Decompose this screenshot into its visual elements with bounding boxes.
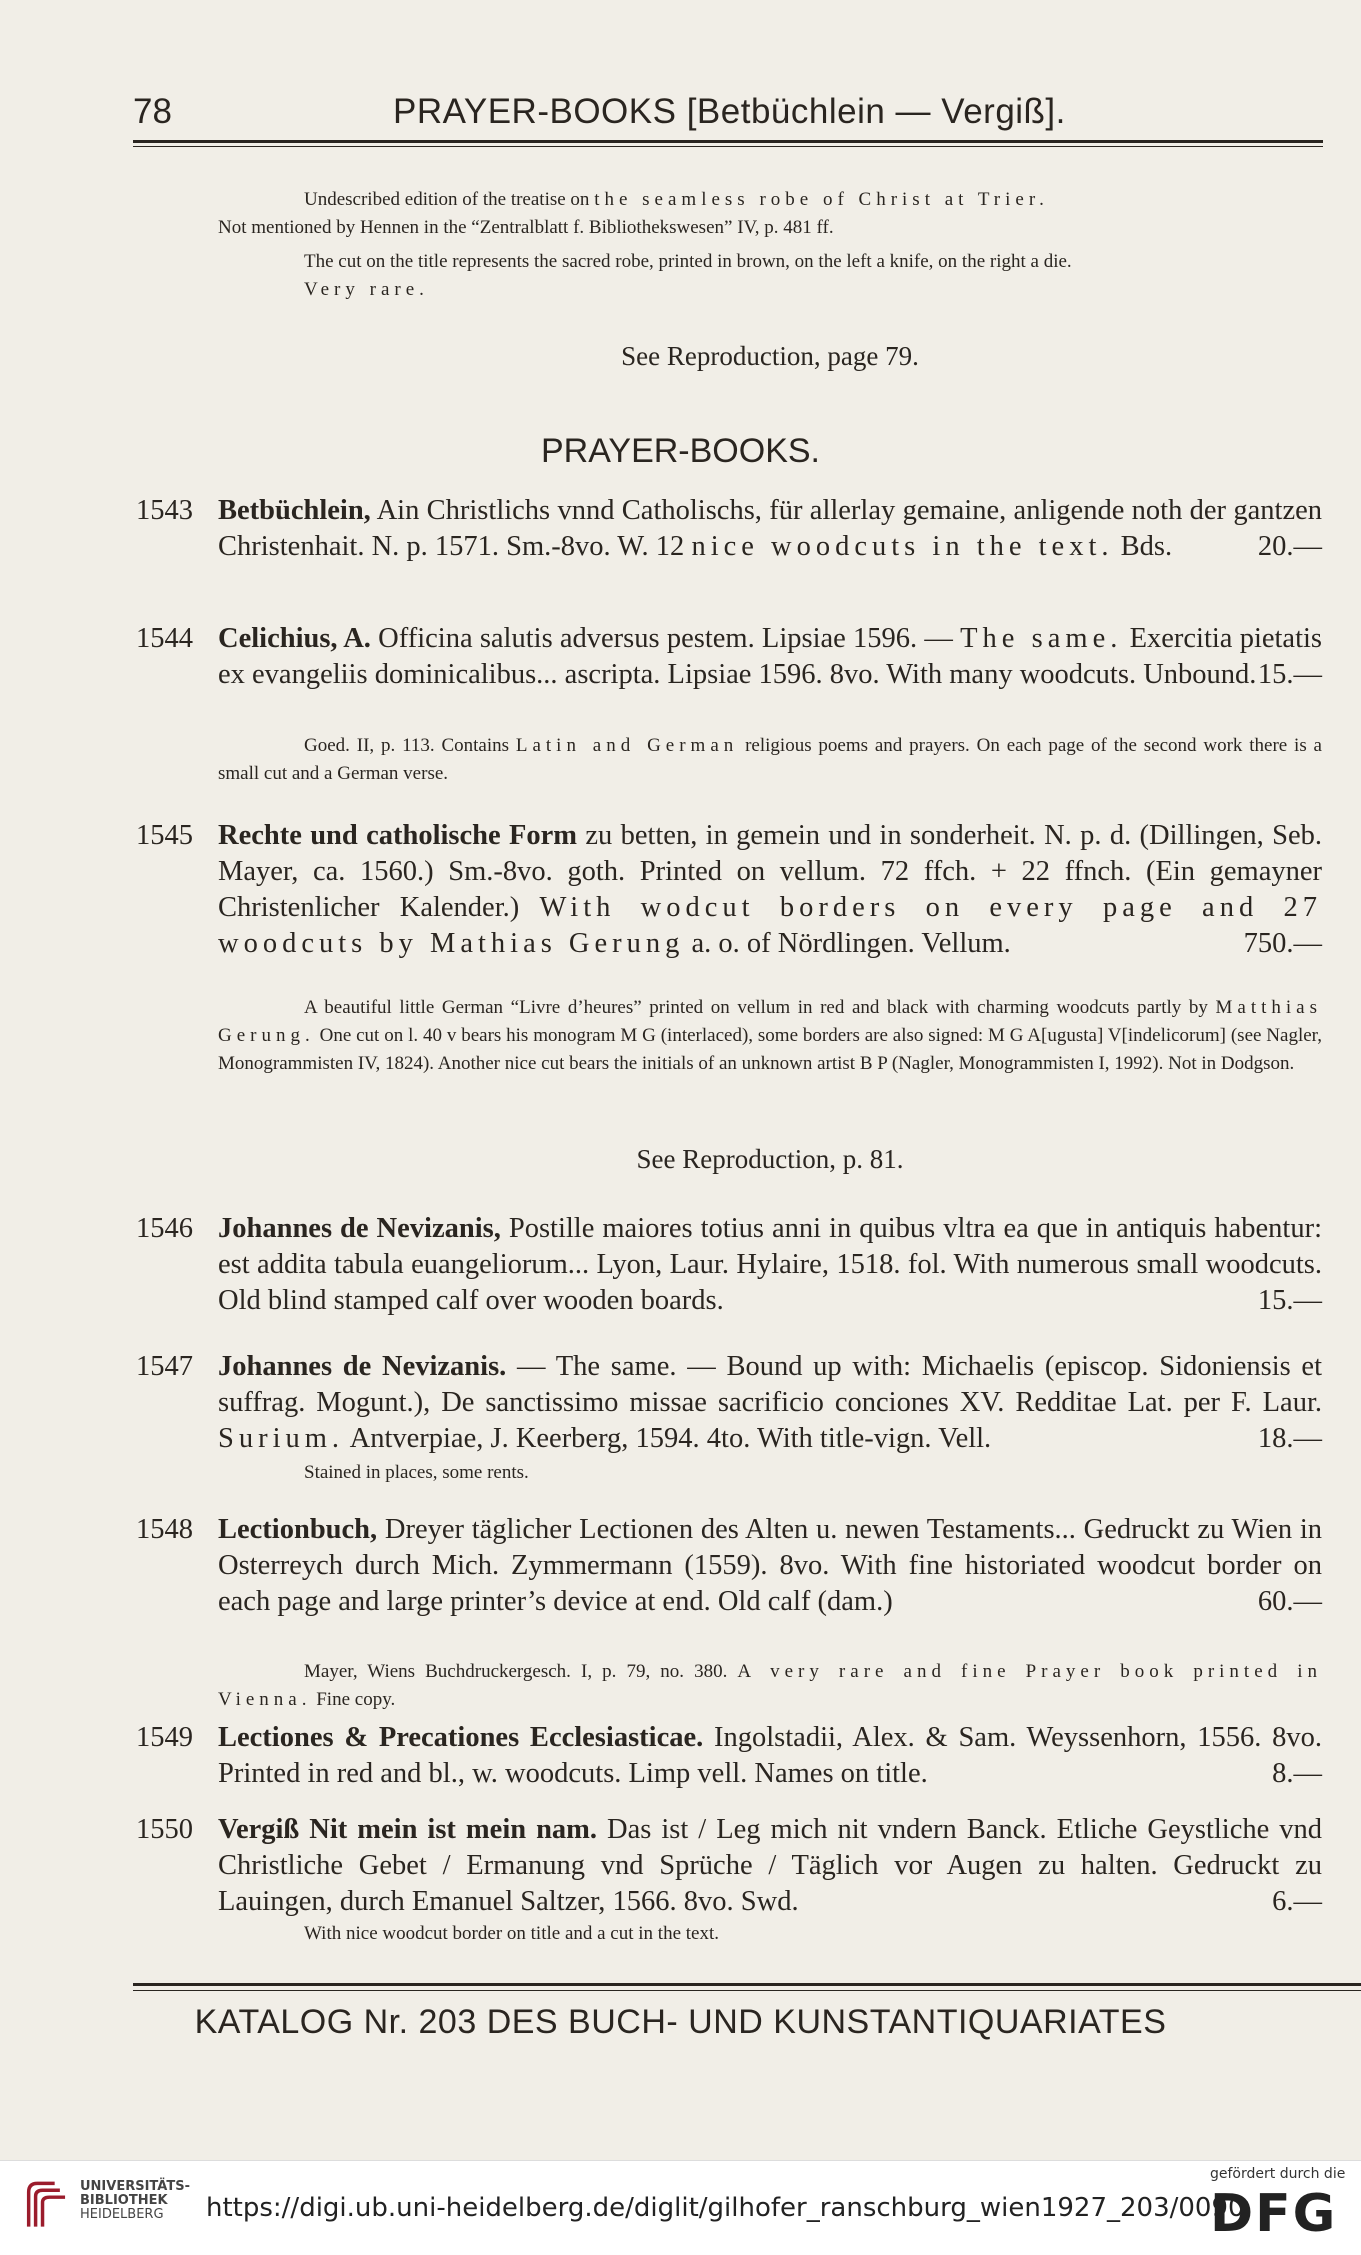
- entry-price: 8.—: [1272, 1758, 1322, 1789]
- entry-number: 1545: [136, 820, 193, 851]
- entry-text: Betbüchlein, Ain Christlichs vnnd Catholischs, für allerlay gemaine, anligende noth der gantzen Christenhait. N. p. 1571. Sm.-8vo. W. 12 nice woodcuts in the text. Bds. 20.—: [218, 493, 1322, 565]
- entry-number: 1550: [136, 1814, 193, 1845]
- entry-price: 15.—: [1257, 659, 1322, 690]
- institution-line: BIBLIOTHEK: [80, 2193, 168, 2208]
- entry-note: A beautiful little German “Livre d’heures” printed on vellum in red and black with charming woodcuts partly by Matthias Gerung. One cut on l. 40 v bears his monogram M G (interlaced), some borders are also signed: M G A[ugusta] V[indelicorum] (see Nagler, Monogrammisten IV, 1824). Another nice cut bears the initials of an unknown artist B P (Nagler, Monogrammisten I, 1992). Not in Dodgson.: [218, 997, 1322, 1074]
- entry-note: Mayer, Wiens Buchdruckergesch. I, p. 79, no. 380. A very rare and fine Prayer book printed in Vienna. Fine copy.: [218, 1661, 1322, 1710]
- entry-price: 6.—: [1272, 1886, 1322, 1917]
- entry-text: Lectiones & Precationes Ecclesiasticae. Ingolstadii, Alex. & Sam. Weyssenhorn, 1556. 8vo. Printed in red and bl., w. woodcuts. Limp vell. Names on title. 8.—: [218, 1720, 1322, 1792]
- entry-text: Vergiß Nit mein ist mein nam. Das ist / Leg mich nit vndern Banck. Etliche Geystliche vnd Christliche Gebet / Ermanung vnd Sprüche / Täglich vor Augen zu halten. Gedruckt zu Lauingen, durch Emanuel Saltzer, 1566. 8vo. Swd. 6.—: [218, 1812, 1322, 1920]
- entry-price: 60.—: [1257, 1586, 1322, 1617]
- entry-price: 15.—: [1257, 1285, 1322, 1316]
- header-rule-thick: [133, 140, 1323, 143]
- entry-text: Lectionbuch, Dreyer täglicher Lectionen des Alten u. newen Testaments... Gedruckt zu Wien in Osterreych durch Mich. Zymmermann (1559). 8vo. With fine historiated woodcut border on each page and large printer’s device at end. Old calf (dam.) 60.—: [218, 1512, 1322, 1620]
- entry-price: 750.—: [1243, 928, 1322, 959]
- entry-number: 1547: [136, 1351, 193, 1382]
- page-number: 78: [133, 92, 172, 131]
- entry-price: 18.—: [1257, 1423, 1322, 1454]
- university-library-logo-icon: [20, 2170, 72, 2240]
- intro-note: [218, 186, 1322, 304]
- entry-text: Johannes de Nevizanis, Postille maiores totius anni in quibus vltra ea que in antiquis habentur: est addita tabula euangeliorum... Lyon, Laur. Hylaire, 1518. fol. With numerous small woodcuts. Old blind stamped calf over wooden boards. 15.—: [218, 1211, 1322, 1319]
- intro-line: The cut on the title represents the sacred robe, printed in brown, on the left a knife, on the right a die.: [304, 251, 1072, 272]
- footer-rule-thick: [133, 1983, 1361, 1986]
- permalink-url[interactable]: https://digi.ub.uni-heidelberg.de/diglit/gilhofer_ranschburg_wien1927_203/0090: [206, 2193, 1245, 2223]
- entry-number: 1543: [136, 495, 193, 526]
- entry-number: 1548: [136, 1514, 193, 1545]
- funder-caption: gefördert durch die: [1210, 2166, 1346, 2182]
- entry-number: 1549: [136, 1722, 193, 1753]
- page-header: [133, 92, 1323, 142]
- catalog-footer-title: KATALOG Nr. 203 DES BUCH- UND KUNSTANTIQUARIATES: [194, 2003, 1167, 2041]
- intro-line: Not mentioned by Hennen in the “Zentralblatt f. Bibliothekswesen” IV, p. 481 ff.: [218, 217, 834, 238]
- header-rule-thin: [133, 146, 1323, 147]
- entry-note: Stained in places, some rents.: [304, 1462, 529, 1483]
- entry-number: 1546: [136, 1213, 193, 1244]
- entry-note: With nice woodcut border on title and a cut in the text.: [304, 1923, 720, 1944]
- entry-price: 20.—: [1257, 531, 1322, 562]
- institution-line: HEIDELBERG: [80, 2207, 164, 2222]
- see-reproduction: See Reproduction, page 79.: [621, 341, 919, 371]
- see-reproduction: See Reproduction, p. 81.: [636, 1144, 904, 1174]
- institution-name: [80, 2180, 190, 2222]
- footer-rule-thin: [133, 1990, 1361, 1991]
- entry-text: Rechte und catholische Form zu betten, in gemein und in sonderheit. N. p. d. (Dillingen, Seb. Mayer, ca. 1560.) Sm.-8vo. goth. Printed on vellum. 72 ffch. + 22 ffnch. (Ein gemayner Christenlicher Kalender.) With wodcut borders on every page and 27 woodcuts by Mathias Gerung a. o. of Nördlingen. Vellum. 750.—: [218, 818, 1322, 962]
- rarity-note: Very rare.: [304, 279, 429, 300]
- running-title: PRAYER-BOOKS [Betbüchlein — Vergiß].: [393, 92, 1066, 131]
- entry-number: 1544: [136, 623, 193, 654]
- intro-line: Undescribed edition of the treatise on the seamless robe of Christ at Trier.: [304, 189, 1049, 210]
- institution-line: UNIVERSITÄTS-: [80, 2179, 190, 2194]
- dfg-logo: DFG: [1210, 2184, 1338, 2244]
- entry-note: Goed. II, p. 113. Contains Latin and German religious poems and prayers. On each page of the second work there is a small cut and a German verse.: [218, 735, 1322, 784]
- entry-text: Celichius, A. Officina salutis adversus pestem. Lipsiae 1596. — The same. Exercitia pietatis ex evangeliis dominicalibus... ascripta. Lipsiae 1596. 8vo. With many woodcuts. Unbound. 15.—: [218, 621, 1322, 693]
- section-title: PRAYER-BOOKS.: [541, 432, 820, 470]
- entry-text: Johannes de Nevizanis. — The same. — Bound up with: Michaelis (episcop. Sidoniensis et suffrag. Mogunt.), De sanctissimo missae sacrificio conciones XV. Redditae Lat. per F. Laur. Surium. Antverpiae, J. Keerberg, 1594. 4to. With title-vign. Vell. 18.—: [218, 1349, 1322, 1457]
